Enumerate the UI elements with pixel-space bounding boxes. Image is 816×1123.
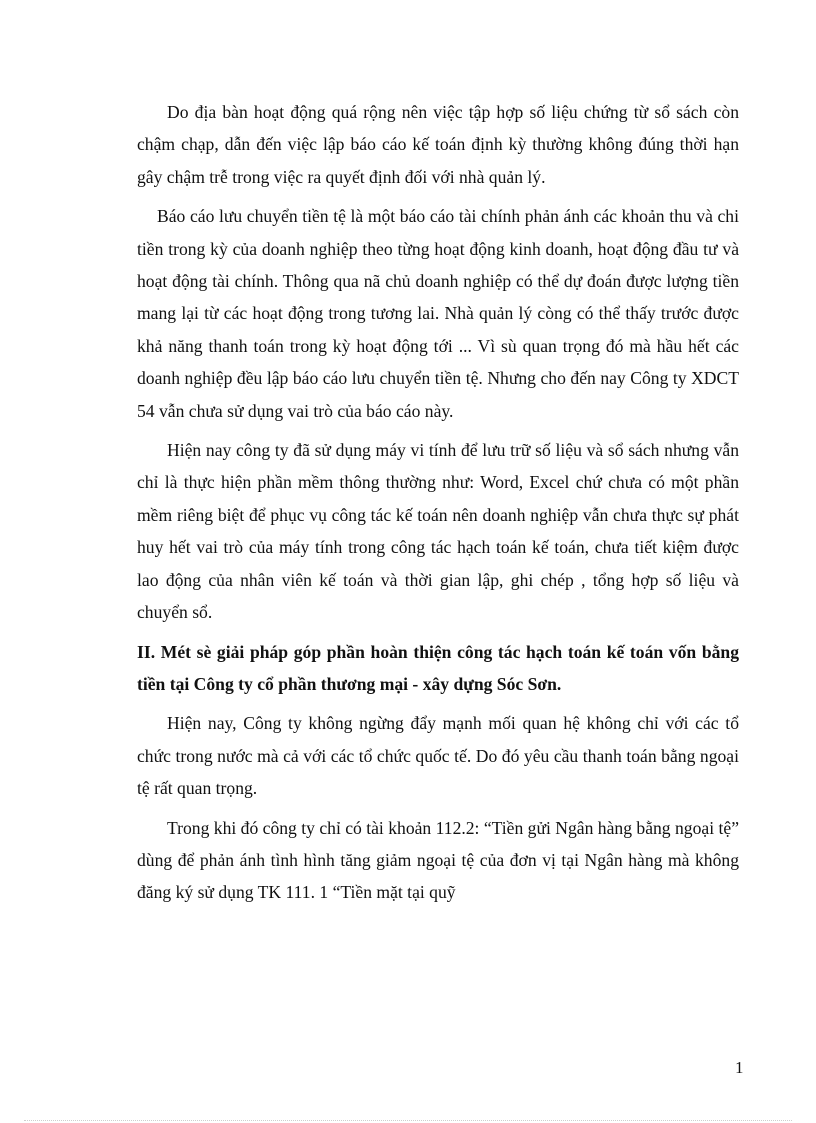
section-heading: II. Mét sè giải pháp góp phần hoàn thiện công tác hạch toán kế toán vốn bằng tiền tại Công ty cổ phần thương mại - xây dựng Sóc Sơn. <box>137 641 739 694</box>
page-number: 1 <box>735 1058 744 1077</box>
page-bottom-divider <box>24 1120 792 1121</box>
page-body <box>137 96 739 909</box>
paragraph-reporting-delay: Do địa bàn hoạt động quá rộng nên việc tập hợp số liệu chứng từ sổ sách còn chậm chạp, dẫn đến việc lập báo cáo kế toán định kỳ thường không đúng thời hạn gây chậm trễ trong việc ra quyết định đối với nhà quản lý. <box>137 102 739 187</box>
paragraph-foreign-currency-account: Trong khi đó công ty chỉ có tài khoản 112.2: “Tiền gửi Ngân hàng bằng ngoại tệ” dùng để phản ánh tình hình tăng giảm ngoại tệ của đơn vị tại Ngân hàng mà không đăng ký sử dụng TK 111. 1 “Tiền mặt tại quỹ <box>137 817 739 903</box>
paragraph-cash-flow-report: Báo cáo lưu chuyển tiền tệ là một báo cáo tài chính phản ánh các khoản thu và chi tiền trong kỳ của doanh nghiệp theo từng hoạt động kinh doanh, hoạt động đầu tư và hoạt động tài chính. Thông qua nã chủ doanh nghiệp có thể dự đoán được lượng tiền mang lại từ các hoạt động trong tương lai. Nhà quản lý còng có thể thấy trước được khả năng thanh toán trong kỳ hoạt động tới ... Vì sù quan trọng đó mà hầu hết các doanh nghiệp đều lập báo cáo lưu chuyển tiền tệ. Nhưng cho đến nay Công ty XDCT 54 vẫn chưa sử dụng vai trò của báo cáo này. <box>137 206 739 421</box>
paragraph-international-relations: Hiện nay, Công ty không ngừng đẩy mạnh mối quan hệ không chỉ với các tổ chức trong nước mà cả với các tổ chức quốc tế. Do đó yêu cầu thanh toán bằng ngoại tệ rất quan trọng. <box>137 713 739 799</box>
paragraph-computer-usage: Hiện nay công ty đã sử dụng máy vi tính để lưu trữ số liệu và sổ sách nhưng vẫn chỉ là thực hiện phần mềm thông thường như: Word, Excel chứ chưa có một phần mềm riêng biệt để phục vụ công tác kế toán nên doanh nghiệp vẫn chưa thực sự phát huy hết vai trò của máy tính trong công tác hạch toán kế toán, chưa tiết kiệm được lao động của nhân viên kế toán và thời gian lập, ghi chép , tổng hợp số liệu và chuyển sổ. <box>137 440 739 623</box>
